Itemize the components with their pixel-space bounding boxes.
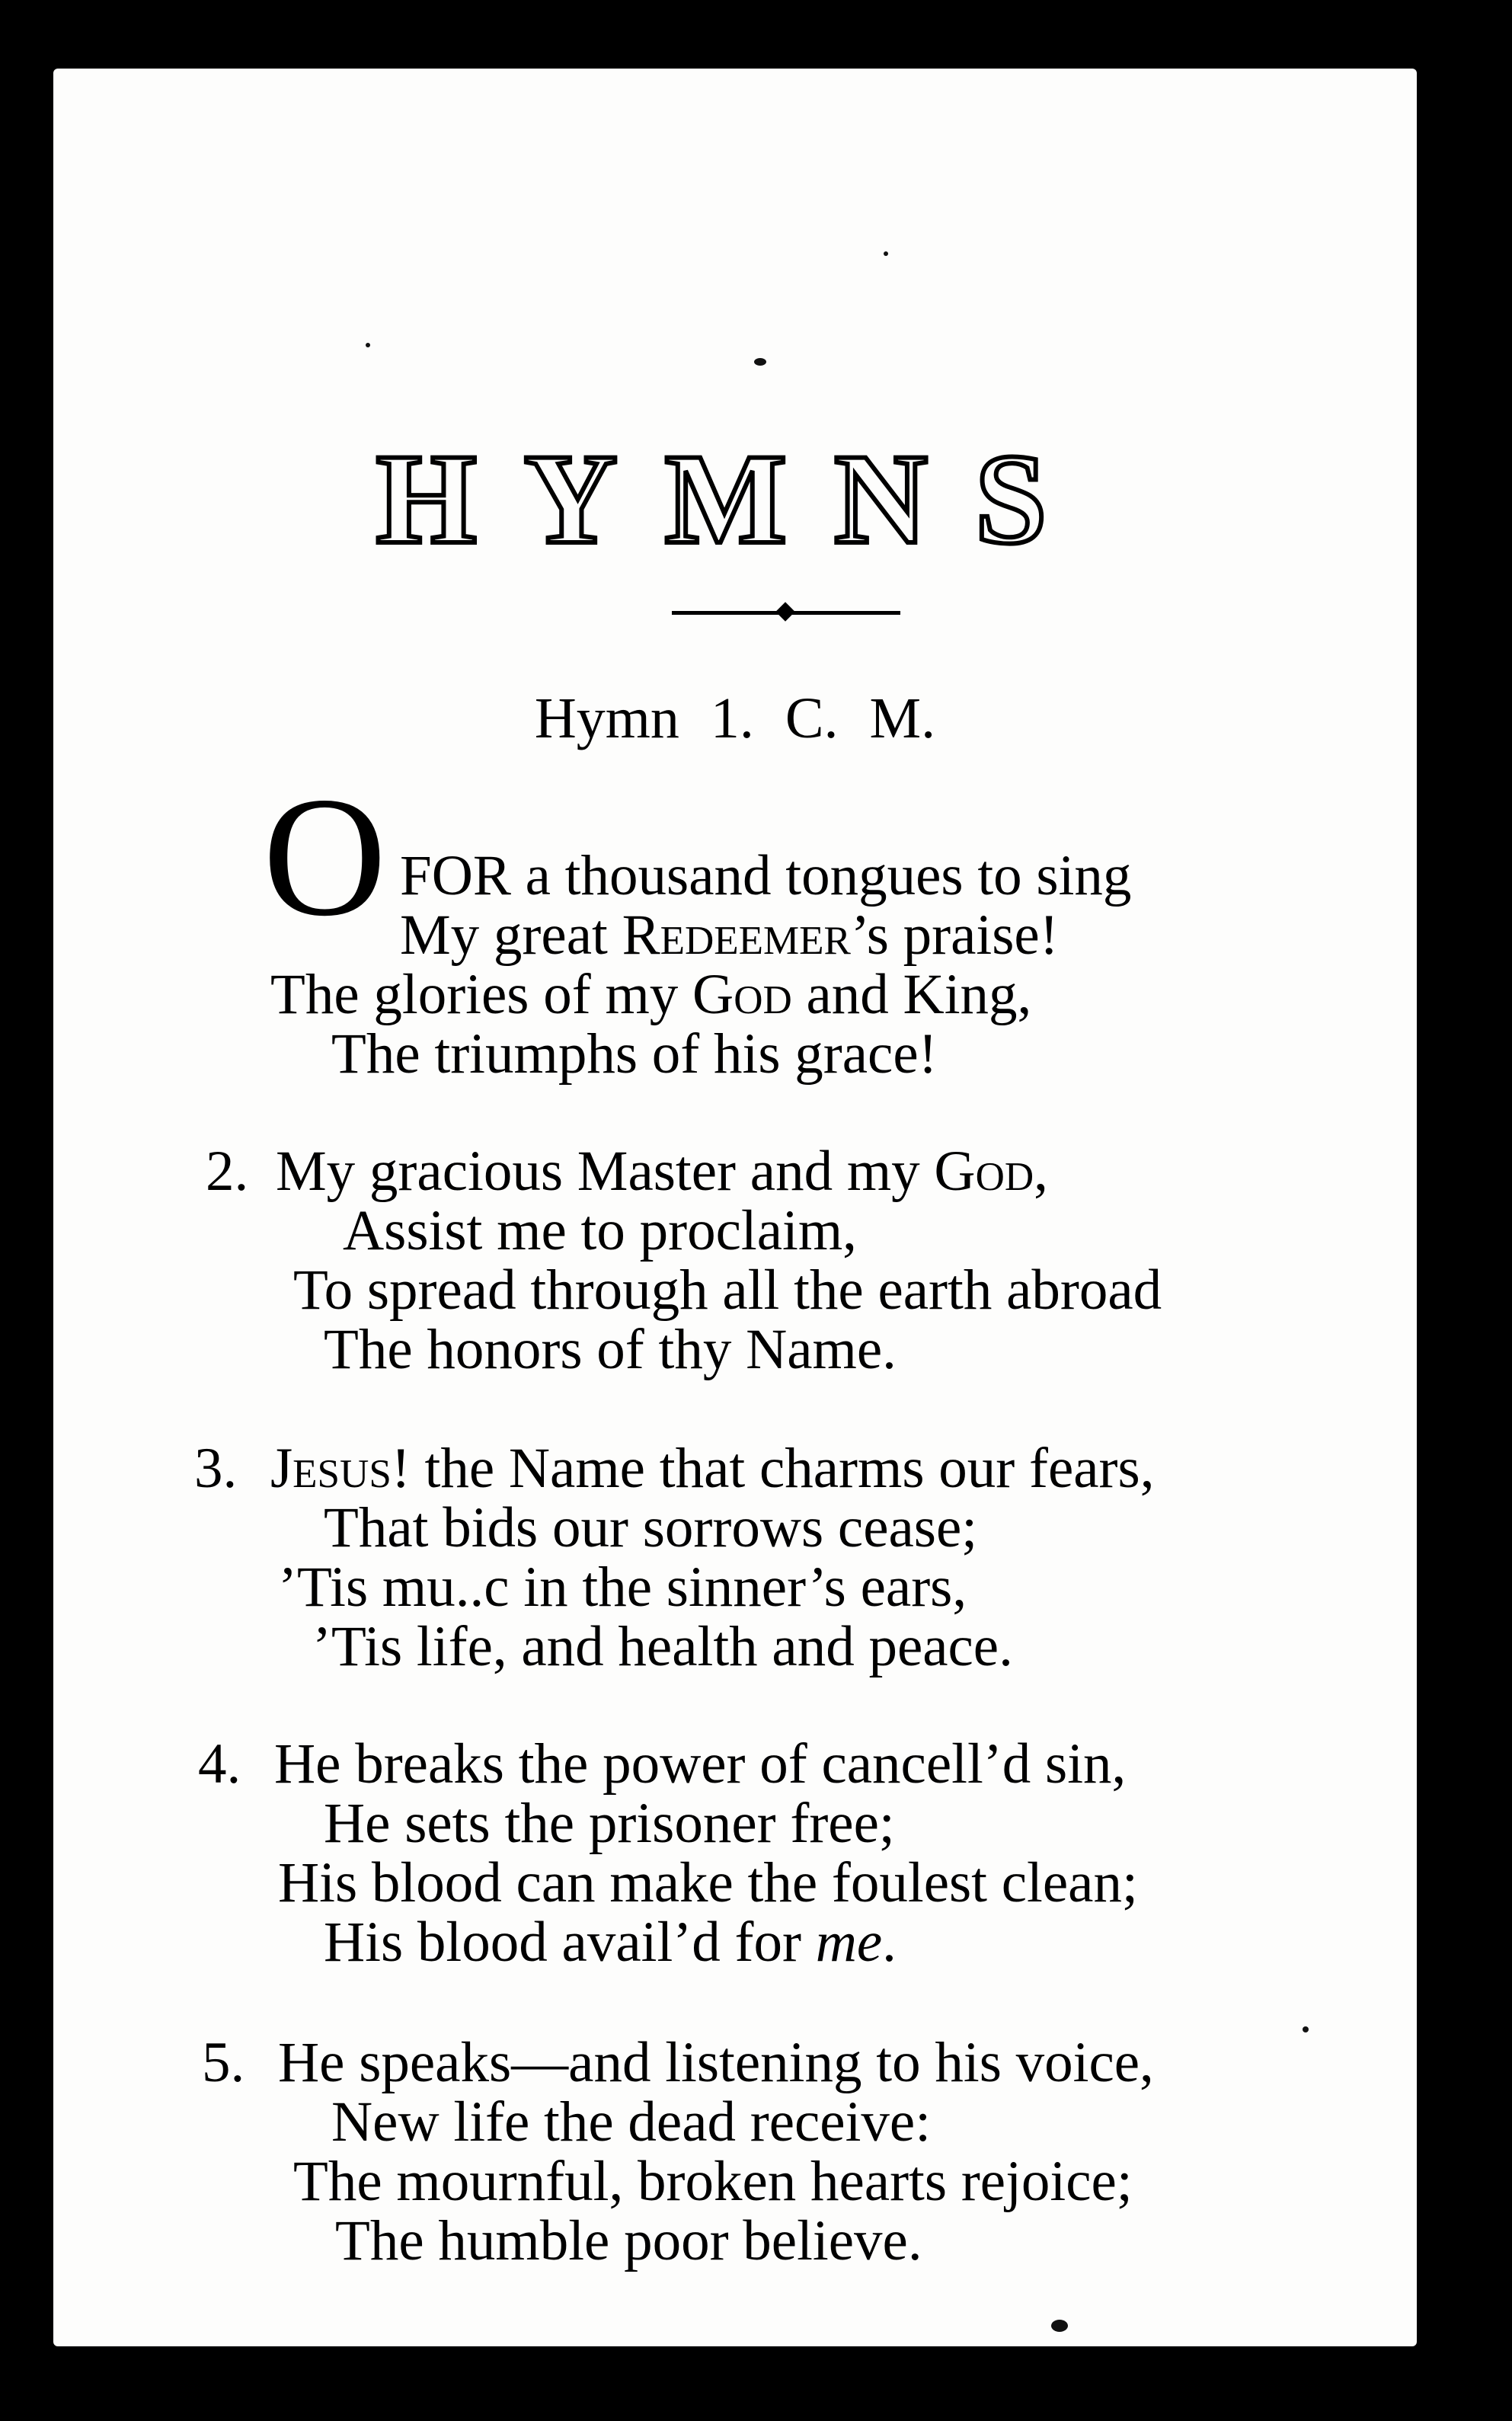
verse-number: 5.: [202, 2031, 245, 2094]
verse-5-line-1: 5. He speaks—and listening to his voice,: [202, 2031, 1154, 2094]
verse-2-line-4: The honors of thy Name.: [324, 1318, 897, 1381]
ink-speck: [884, 251, 888, 256]
verse-4-line-2: He sets the prisoner free;: [324, 1792, 895, 1855]
verse-3-line-3: ’Tis mu..c in the sinner’s ears,: [278, 1556, 967, 1619]
verse-3-line-2: That bids our sorrows cease;: [324, 1496, 978, 1559]
verse-4-line-3: His blood can make the foulest clean;: [278, 1851, 1138, 1914]
drop-cap: O: [263, 761, 387, 951]
verse-1-line-4: The triumphs of his grace!: [331, 1022, 938, 1086]
verse-4-line-1: 4. He breaks the power of cancell’d sin,: [198, 1732, 1127, 1796]
hymn-title: Hymn 1. C. M.: [534, 686, 936, 750]
verse-1-line-3: The glories of my God and King,: [270, 963, 1032, 1026]
verse-1-line-1: FOR a thousand tongues to sing: [400, 844, 1132, 907]
page-heading: HYMNS: [376, 427, 1095, 571]
verse-2-line-1: 2. My gracious Master and my God,: [206, 1140, 1048, 1203]
verse-3-line-1: 3. Jesus! the Name that charms our fears,: [194, 1437, 1155, 1500]
verse-5-line-2: New life the dead receive:: [331, 2090, 932, 2154]
ink-speck: [1051, 2320, 1068, 2332]
verse-5-line-3: The mournful, broken hearts rejoice;: [293, 2150, 1133, 2213]
verse-number: 2.: [206, 1140, 249, 1203]
rule-ornament-icon: [775, 602, 794, 621]
ink-speck: [754, 358, 766, 366]
book-page: [53, 69, 1417, 2346]
ink-speck: [1303, 2026, 1309, 2032]
verse-4-line-4: His blood avail’d for me.: [324, 1911, 897, 1974]
verse-number: 3.: [194, 1437, 238, 1500]
verse-1-line-2: My great Redeemer’s praise!: [400, 903, 1059, 967]
verse-2-line-3: To spread through all the earth abroad: [293, 1258, 1162, 1322]
verse-3-line-4: ’Tis life, and health and peace.: [312, 1615, 1013, 1678]
verse-2-line-2: Assist me to proclaim,: [343, 1199, 857, 1262]
verse-number: 4.: [198, 1732, 241, 1796]
ink-speck: [366, 343, 370, 347]
verse-5-line-4: The humble poor believe.: [335, 2209, 922, 2272]
